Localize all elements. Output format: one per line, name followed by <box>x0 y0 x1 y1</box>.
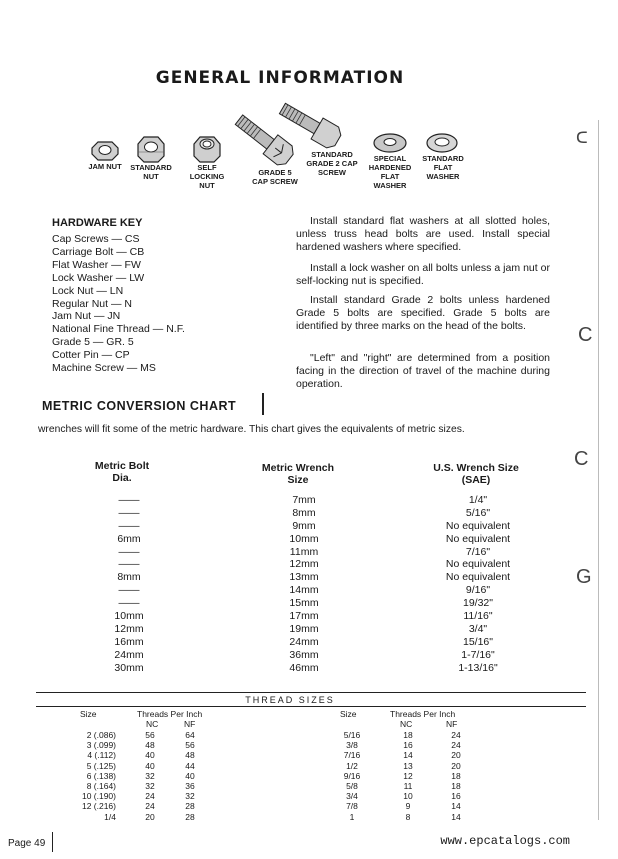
key-item: Jam Nut — JN <box>52 310 121 323</box>
hardware-key-title: HARDWARE KEY <box>52 217 143 229</box>
thread-nf-cell: 40 <box>185 770 195 781</box>
us-wrench-column <box>428 494 528 674</box>
thread-nc-header-right: NC <box>400 719 413 729</box>
metric-wrench-cell: 36mm <box>289 648 319 661</box>
key-item: Flat Washer — FW <box>52 258 141 271</box>
thread-left-size-column <box>66 730 116 822</box>
thread-tpi-header-right: Threads Per Inch <box>390 709 456 719</box>
thread-nf-header-right: NF <box>446 719 458 729</box>
thread-nc-cell: 14 <box>403 750 413 761</box>
thread-nc-cell: 11 <box>403 780 413 791</box>
key-item: Machine Screw — MS <box>52 362 156 375</box>
thread-right-size-column <box>334 730 370 822</box>
thread-size-cell: 5/16 <box>343 730 361 740</box>
metric-wrench-cell: 17mm <box>289 610 319 623</box>
thread-size-cell: 12 (.216) <box>81 801 116 812</box>
margin-rule <box>598 120 599 820</box>
thread-nf-cell: 36 <box>185 780 195 791</box>
metric-wrench-header: Metric Wrench Size <box>261 462 335 486</box>
us-wrench-cell: No equivalent <box>445 571 511 584</box>
metric-wrench-cell: 13mm <box>289 571 319 584</box>
thread-nf-cell: 32 <box>185 791 195 802</box>
thread-left-nf-column <box>178 730 202 822</box>
page-number-bar <box>52 832 53 852</box>
metric-bolt-header: Metric Bolt Dia. <box>94 460 150 484</box>
us-wrench-cell: 19/32" <box>462 597 493 610</box>
thread-size-cell: 3 (.099) <box>86 740 116 751</box>
thread-right-nf-column <box>444 730 468 822</box>
metric-wrench-cell: 14mm <box>289 584 319 597</box>
metric-intro: wrenches will fit some of the metric hardware. This chart gives the equivalents of metric sizes. <box>38 424 465 435</box>
us-wrench-cell: 15/16" <box>462 635 493 648</box>
margin-mark: C <box>574 448 589 470</box>
thread-nc-cell: 32 <box>145 780 155 791</box>
us-wrench-cell: 3/4" <box>468 622 488 635</box>
metric-bolt-cell: 30mm <box>114 661 144 674</box>
grade2-label: STANDARD GRADE 2 CAP SCREW <box>306 150 358 177</box>
metric-wrench-cell: 19mm <box>289 622 319 635</box>
margin-mark: ᑕ <box>576 130 588 147</box>
standard-nut-label: STANDARD NUT <box>130 163 172 181</box>
thread-nf-cell: 24 <box>451 740 461 751</box>
key-item: Grade 5 — GR. 5 <box>52 336 134 349</box>
metric-wrench-cell: 10mm <box>289 532 319 545</box>
key-item: Cotter Pin — CP <box>52 349 130 362</box>
metric-wrench-cell: 15mm <box>289 597 319 610</box>
us-wrench-cell: 9/16" <box>465 584 491 597</box>
thread-nf-cell: 48 <box>185 750 195 761</box>
metric-bolt-cell: —— <box>118 584 140 597</box>
thread-nf-cell: 18 <box>451 780 461 791</box>
thread-nf-cell: 28 <box>185 801 195 812</box>
thread-size-cell: 7/16 <box>343 750 361 761</box>
metric-wrench-cell: 8mm <box>292 506 316 519</box>
metric-wrench-column <box>280 494 328 674</box>
us-wrench-cell: 1/4" <box>468 494 488 506</box>
thread-nf-cell: 64 <box>185 730 195 740</box>
thread-nc-cell: 40 <box>145 750 155 761</box>
key-item: Carriage Bolt — CB <box>52 245 145 258</box>
jam-nut-label: JAM NUT <box>88 162 122 171</box>
thread-top-rule <box>36 692 586 693</box>
metric-bolt-cell: 12mm <box>114 622 144 635</box>
thread-nc-cell: 24 <box>145 791 155 802</box>
metric-wrench-cell: 46mm <box>289 661 319 674</box>
website-link[interactable]: www.epcatalogs.com <box>440 834 570 848</box>
page-title: GENERAL INFORMATION <box>155 68 405 88</box>
metric-wrench-cell: 12mm <box>289 558 319 571</box>
thread-size-cell: 1/2 <box>346 760 358 771</box>
metric-bolt-cell: —— <box>118 597 140 610</box>
thread-nf-cell: 24 <box>451 730 461 740</box>
thread-nf-cell: 56 <box>185 740 195 751</box>
metric-wrench-cell: 24mm <box>289 635 319 648</box>
hardware-key-list <box>52 233 185 375</box>
thread-nf-cell: 20 <box>451 750 461 761</box>
instruction-paragraph: Install standard Grade 2 bolts unless hardened Grade 5 bolts are specified. Grade 5 bolts are identified by three marks on the head of the bolts. <box>296 294 550 332</box>
thread-size-cell: 3/4 <box>346 791 358 802</box>
metric-bolt-column <box>104 494 154 674</box>
thread-left-nc-column <box>138 730 162 822</box>
metric-bolt-cell: —— <box>118 506 140 519</box>
us-wrench-cell: 1-7/16" <box>461 648 495 661</box>
metric-bolt-cell: 6mm <box>117 532 141 545</box>
standard-washer-label: STANDARD FLAT WASHER <box>422 154 464 181</box>
page-number: Page 49 <box>8 838 46 849</box>
thread-size-cell: 8 (.164) <box>86 780 116 791</box>
thread-tpi-header-left: Threads Per Inch <box>137 709 203 719</box>
thread-nc-cell: 13 <box>403 760 413 771</box>
thread-nc-cell: 48 <box>145 740 155 751</box>
thread-nc-cell: 40 <box>145 760 155 771</box>
thread-size-cell: 7/8 <box>346 801 358 812</box>
thread-size-cell: 2 (.086) <box>86 730 116 740</box>
thread-size-cell: 9/16 <box>343 770 361 781</box>
thread-size-cell: 5 (.125) <box>86 760 116 771</box>
special-washer-icon <box>372 132 408 154</box>
us-wrench-cell: 7/16" <box>465 545 491 558</box>
us-wrench-cell: No equivalent <box>445 519 511 532</box>
thread-size-cell: 6 (.138) <box>86 770 116 781</box>
thread-sizes-title: THREAD SIZES <box>245 695 335 705</box>
us-wrench-cell: No equivalent <box>445 532 511 545</box>
standard-washer-icon <box>424 132 460 154</box>
key-item: Regular Nut — N <box>52 297 132 310</box>
thread-right-nc-column <box>396 730 420 822</box>
jam-nut-icon <box>88 140 122 162</box>
margin-mark: G <box>576 566 592 588</box>
thread-size-cell: 5/8 <box>346 780 358 791</box>
us-wrench-header: U.S. Wrench Size (SAE) <box>433 462 519 486</box>
metric-bolt-cell: 10mm <box>114 610 144 623</box>
self-locking-nut-label: SELF LOCKING NUT <box>189 163 225 190</box>
us-wrench-cell: No equivalent <box>445 558 511 571</box>
key-item: National Fine Thread — N.F. <box>52 323 185 336</box>
thread-size-header-left: Size <box>80 709 97 719</box>
thread-nc-cell: 10 <box>403 791 413 802</box>
metric-wrench-cell: 9mm <box>292 519 316 532</box>
thread-nc-cell: 56 <box>145 730 155 740</box>
grade2-cap-screw-icon <box>276 100 346 150</box>
us-wrench-cell: 5/16" <box>465 506 491 519</box>
thread-nf-cell: 20 <box>451 760 461 771</box>
thread-nf-cell: 18 <box>451 770 461 781</box>
grade5-label: GRADE 5 CAP SCREW <box>252 168 298 186</box>
metric-bolt-cell: 24mm <box>114 648 144 661</box>
instruction-paragraph: Install a lock washer on all bolts unless a jam nut or self-locking nut is specified. <box>296 262 550 287</box>
thread-size-header-right: Size <box>340 709 357 719</box>
key-item: Cap Screws — CS <box>52 233 140 245</box>
metric-wrench-cell: 11mm <box>289 545 319 558</box>
metric-bolt-cell: —— <box>118 519 140 532</box>
thread-size-cell: 1/4 <box>104 811 116 822</box>
key-item: Lock Nut — LN <box>52 284 124 297</box>
thread-nf-cell: 16 <box>451 791 461 802</box>
metric-bolt-cell: —— <box>118 558 140 571</box>
thread-nc-cell: 12 <box>403 770 413 781</box>
thread-size-cell: 1 <box>349 811 355 822</box>
thread-nc-cell: 16 <box>403 740 413 751</box>
thread-nc-cell: 8 <box>405 811 411 822</box>
standard-nut-icon <box>134 134 168 164</box>
metric-bolt-cell: —— <box>118 545 140 558</box>
thread-nc-cell: 32 <box>145 770 155 781</box>
thread-nc-header-left: NC <box>146 719 159 729</box>
us-wrench-cell: 11/16" <box>463 610 493 623</box>
thread-nf-cell: 14 <box>451 811 461 822</box>
instruction-paragraph: Install standard flat washers at all slotted holes, unless truss head bolts are used. Install special hardened washers where specified. <box>296 215 550 253</box>
thread-header-rule <box>36 706 586 707</box>
us-wrench-cell: 1-13/16" <box>458 661 498 674</box>
key-item: Lock Washer — LW <box>52 271 145 284</box>
metric-bolt-cell: 8mm <box>117 571 141 584</box>
special-washer-label: SPECIAL HARDENED FLAT WASHER <box>368 154 412 190</box>
thread-nc-cell: 9 <box>405 801 411 812</box>
margin-mark: C <box>578 324 593 346</box>
metric-section-title: METRIC CONVERSION CHART <box>42 399 237 413</box>
thread-nc-cell: 18 <box>403 730 413 740</box>
thread-nc-cell: 20 <box>145 811 155 822</box>
thread-nf-header-left: NF <box>184 719 196 729</box>
instruction-paragraph: "Left" and "right" are determined from a position facing in the direction of travel of the machine during operation. <box>296 352 550 390</box>
thread-size-cell: 4 (.112) <box>87 750 116 761</box>
thread-size-cell: 3/8 <box>346 740 358 751</box>
metric-bolt-cell: —— <box>118 494 140 506</box>
thread-nf-cell: 14 <box>451 801 461 812</box>
title-cursor-bar <box>262 393 264 415</box>
thread-nf-cell: 44 <box>185 760 195 771</box>
thread-nc-cell: 24 <box>145 801 155 812</box>
thread-size-cell: 10 (.190) <box>81 791 116 802</box>
self-locking-nut-icon <box>190 132 224 164</box>
thread-nf-cell: 28 <box>185 811 195 822</box>
metric-wrench-cell: 7mm <box>292 494 316 506</box>
metric-bolt-cell: 16mm <box>114 635 144 648</box>
